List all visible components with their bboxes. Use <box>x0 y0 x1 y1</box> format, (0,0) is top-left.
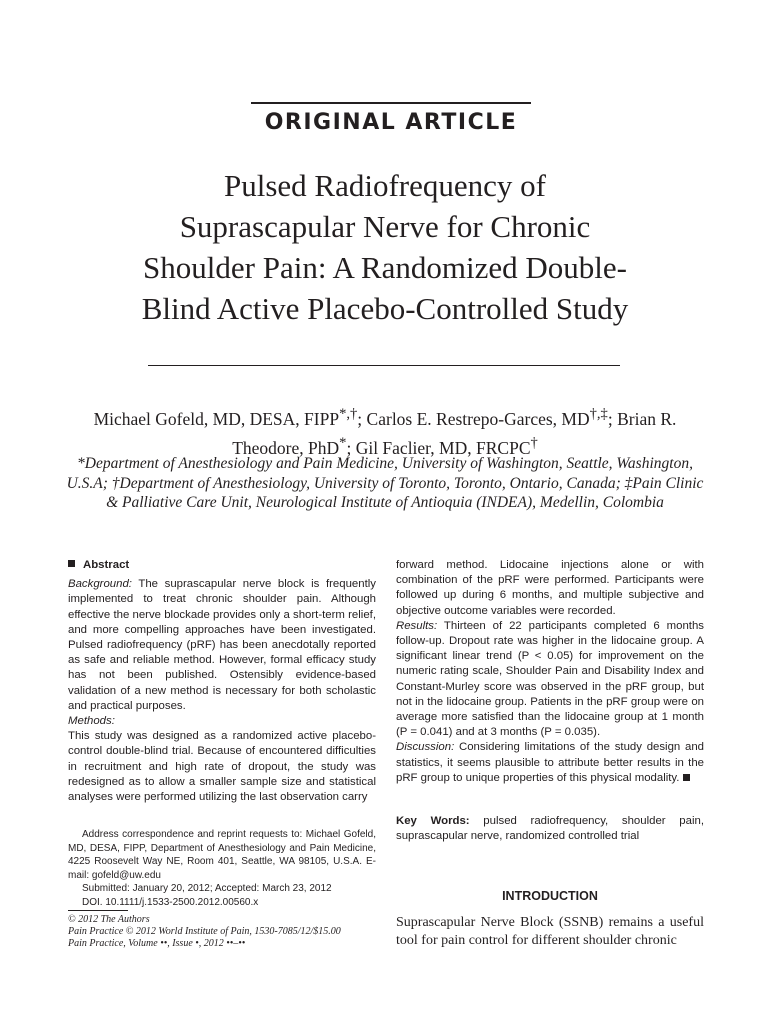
abstract-right-column <box>396 558 704 786</box>
abstract-heading: Abstract <box>68 558 376 573</box>
abstract-methods-continued: forward method. Lidocaine injections alone or with combination of the pRF were performed. Participants were followed up during 6 months, and multiple subjective and objective outcome variables were recorded. <box>396 559 704 617</box>
title-divider <box>148 365 620 366</box>
author-marks: *,† <box>339 406 358 422</box>
author-marks: †,‡ <box>589 406 608 422</box>
footer-divider <box>68 910 128 911</box>
introduction-heading: INTRODUCTION <box>502 889 598 903</box>
abstract-background: Background: The suprascapular nerve block is frequently implemented to treat chronic shoulder pain. Although effective the nerve blockade provides only a short-term relief, and more compelling approaches have been investigated. Pulsed radiofrequency (pRF) has been anecdotally reported as safe and reliable method. However, formal efficacy study has not been published. Ostensibly evidence-based validation of a new method is necessary for both scholastic and practical purposes. <box>68 578 376 712</box>
doi: DOI. 10.1111/j.1533-2500.2012.00560.x <box>82 896 259 908</box>
abstract-methods-label: Methods: <box>68 715 115 728</box>
author-marks: * <box>339 434 347 451</box>
author-name: Carlos E. Restrepo-Garces, MD <box>366 408 590 429</box>
author-name: Michael Gofeld, MD, DESA, FIPP <box>93 408 340 429</box>
copyright-footer: © 2012 The Authors Pain Practice © 2012 World Institute of Pain, 1530-7085/12/$15.00 Pain Practice, Volume ••, Issue •, 2012 ••–•• <box>68 914 341 949</box>
end-square-icon <box>683 774 690 781</box>
author-name: Brian R. Theodore, PhD <box>232 408 677 458</box>
article-title: Pulsed Radiofrequency of Suprascapular Nerve for Chronic Shoulder Pain: A Randomized Double-Blind Active Placebo-Controlled Study <box>141 168 629 326</box>
correspondence-block <box>68 828 376 910</box>
abstract-discussion: Discussion: Considering limitations of the study design and statistics, it seems plausible to attribute better results in the pRF group to unique properties of this physical modality. <box>396 741 704 784</box>
abstract-left-column <box>68 558 376 805</box>
square-bullet-icon <box>68 560 75 567</box>
keywords: Key Words: pulsed radiofrequency, shoulder pain, suprascapular nerve, randomized controlled trial <box>396 815 704 843</box>
submission-dates: Submitted: January 20, 2012; Accepted: March 23, 2012 <box>82 883 332 895</box>
introduction-text: Suprascapular Nerve Block (SSNB) remains a useful tool for pain control for different shoulder chronic <box>396 915 704 948</box>
author-marks: † <box>530 434 538 451</box>
correspondence-address: Address correspondence and reprint requests to: Michael Gofeld, MD, DESA, FIPP, Department of Anesthesiology and Pain Medicine, 4225 Roosevelt Way NE, Room 401, Seattle, WA 98105, U.S.A. E-mail: gofeld@uw.edu <box>68 829 376 881</box>
affiliations: *Department of Anesthesiology and Pain Medicine, University of Washington, Seattle, Washington, U.S.A; †Department of Anesthesiology, University of Toronto, Toronto, Ontario, Canada; ‡Pain Clinic & Palliative Care Unit, Neurological Institute of Antioquia (INDEA), Medellin, Colombia <box>66 455 704 511</box>
author-name: Gil Faclier, MD, FRCPC <box>355 437 531 458</box>
abstract-methods: This study was designed as a randomized active placebo-control double-blind trial. Because of encountered difficulties in recruitment and high rate of dropout, the study was redesigned as to allow a smaller sample size and statistical analyses were performed utilizing the last observation carry <box>68 730 376 804</box>
author-list: Michael Gofeld, MD, DESA, FIPP*,†; Carlos E. Restrepo-Garces, MD†,‡; Brian R. Theodore, PhD*; Gil Faclier, MD, FRCPC† <box>93 406 677 458</box>
abstract-results: Results: Thirteen of 22 participants completed 6 months follow-up. Dropout rate was higher in the lidocaine group. A significant linear trend (P < 0.05) for improvement on the numeric rating scale, Shoulder Pain and Disability Index and Constant-Murley score was observed in the pRF group, but not in the lidocaine group. Patients in the pRF group were on average more satisfied than the lidocaine group at 1 month (P = 0.041) and at 3 months (P = 0.035). <box>396 619 705 739</box>
section-label: ORIGINAL ARTICLE <box>251 102 531 135</box>
